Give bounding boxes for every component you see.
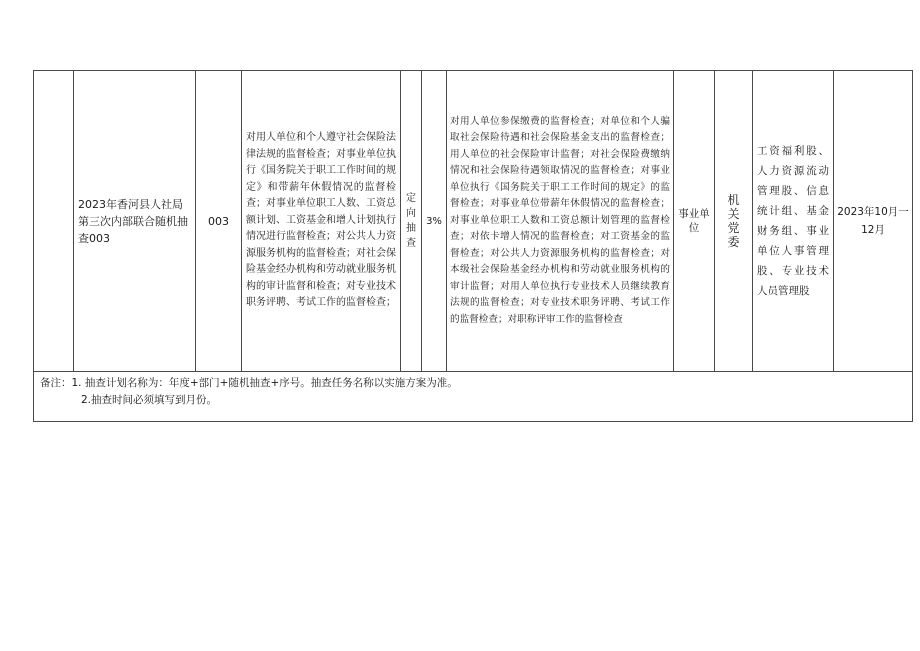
check-object-text: 事业单位 (678, 208, 710, 234)
lead-dept-cell (715, 71, 753, 372)
note-line-1: 备注：1. 抽查计划名称为：年度+部门+随机抽查+序号。抽查任务名称以实施方案为准。 (40, 377, 458, 389)
check-items-cell: 对用人单位和个人遵守社会保险法律法规的监督检查；对事业单位执行《国务院关于职工工作时间的规定》和带薪年休假情况的监督检查；对事业单位职工人数、工资总额计划、工资基金和增人计划执行情况进行监督检查；对公共人力资源服务机构的监督检查；对社会保险基金经办机构和劳动就业服务机构的审计监督和检查；对专业技术职务评聘、考试工作的监督检查； (242, 71, 401, 372)
code-cell: 003 (196, 71, 242, 372)
note-cell (34, 372, 913, 422)
index-cell (34, 71, 74, 372)
check-type-cell (401, 71, 422, 372)
check-type-text: 定向抽查 (406, 193, 416, 249)
joint-units-cell: 工资福利股、人力资源流动管理股、信息统计组、基金财务组、事业单位人事管理股、专业技术人员管理股 (753, 71, 834, 372)
lead-dept-text: 机关党委 (727, 193, 740, 249)
plan-name-cell: 2023年香河县人社局第三次内部联合随机抽查003 (74, 71, 196, 372)
plan-table (33, 70, 913, 422)
ratio-cell: 3% (422, 71, 447, 372)
table-row (34, 71, 913, 372)
note-line-2: 2.抽查时间必须填写到月份。 (81, 394, 218, 406)
check-details-cell: 对用人单位参保缴费的监督检查；对单位和个人骗取社会保险待遇和社会保险基金支出的监督检查；用人单位的社会保险审计监督；对社会保险费缴纳情况和社会保险待遇领取情况的监督检查；对事业单位执行《国务院关于职工工作时间的规定》的监督检查；对事业单位带薪年休假情况的监督检查；对事业单位职工人数和工资总额计划管理的监督检查；对依卡增人情况的监督检查；对工资基金的监督检查；对公共人力资源服务机构的监督检查；对本级社会保险基金经办机构和劳动就业服务机构的审计监督；对用人单位执行专业技术人员继续教育法规的监督检查；对专业技术职务评聘、考试工作的监督检查；对职称评审工作的监督检查 (447, 71, 674, 372)
check-time-cell: 2023年10月一12月 (834, 71, 913, 372)
check-object-cell (674, 71, 715, 372)
note-row (34, 372, 913, 422)
